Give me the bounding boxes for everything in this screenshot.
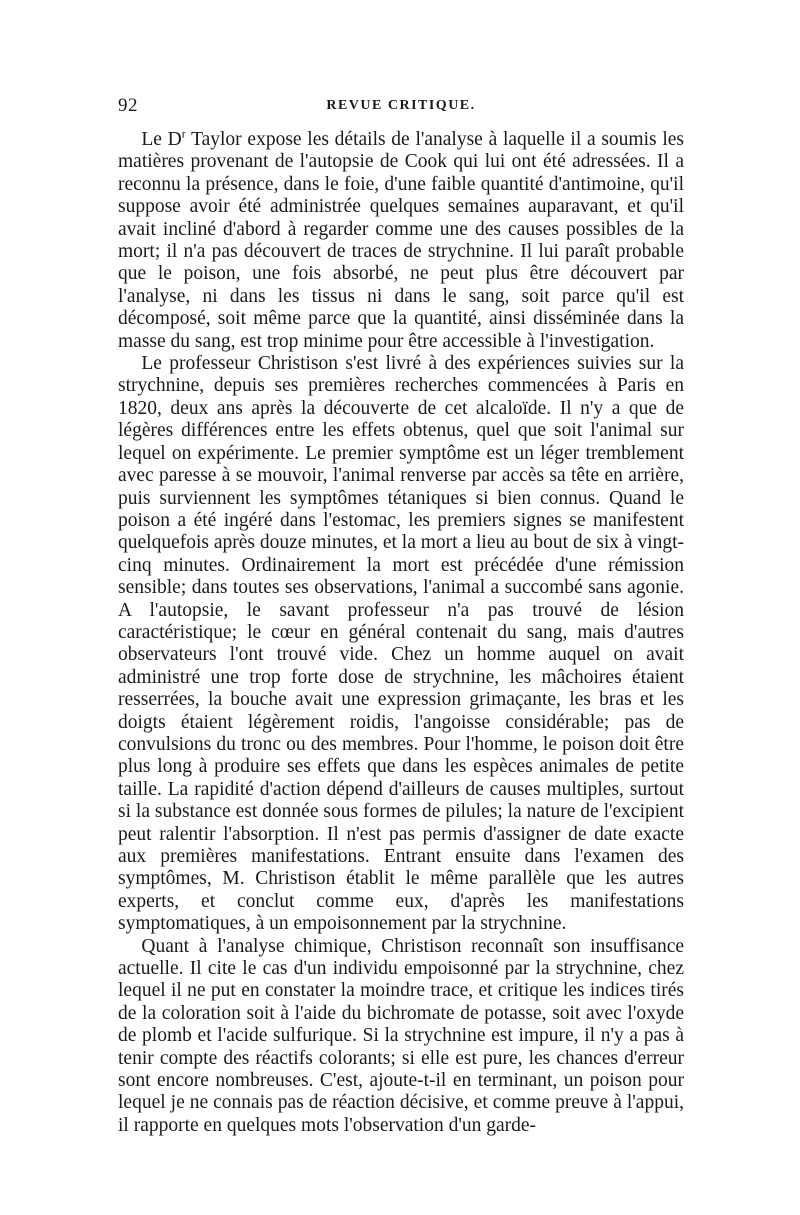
paragraph-chemical-analysis: Quant à l'analyse chimique, Christison reconnaît son insuffisance actuelle. Il cite le cas d'un individu empoisonné par la strychnine, chez lequel il ne put en constater la moindre trace, et critique les indices tirés de la coloration soit à l'aide du bichromate de potasse, soit avec l'oxyde de plomb et l'acide sulfurique. Si la strychnine est impure, il n'y a pas à tenir compte des réactifs colorants; si elle est pure, les chances d'erreur sont encore nombreuses. C'est, ajoute-t-il en terminant, un poison pour lequel je ne connais pas de réaction décisive, et comme preuve à l'appui, il rapporte en quelques mots l'observation d'un garde- <box>118 935 684 1136</box>
paragraph-taylor <box>118 129 684 353</box>
body-text <box>118 129 684 1137</box>
paragraph-text: Le D <box>141 129 182 150</box>
paragraph-christison-experiments: Le professeur Christison s'est livré à des expériences suivies sur la strychnine, depuis ses premières recherches commencées à Paris en 1820, deux ans après la découverte de cet alcaloïde. Il n'y a que de légères différences entre les effets obtenus, quel que soit l'animal sur lequel on expérimente. Le premier symptôme est un léger tremblement avec paresse à se mouvoir, l'animal renverse par accès sa tête en arrière, puis surviennent les symptômes tétaniques si bien connus. Quand le poison a été ingéré dans l'estomac, les premiers signes se manifestent quelquefois après douze minutes, et la mort a lieu au bout de six à vingt-cinq minutes. Ordinairement la mort est précédée d'une rémission sensible; dans toutes ses observations, l'animal a succombé sans agonie. A l'autopsie, le savant professeur n'a pas trouvé de lésion caractéristique; le cœur en général contenait du sang, mais d'autres observateurs l'ont trouvé vide. Chez un homme auquel on avait administré une trop forte dose de strychnine, les mâchoires étaient resserrées, la bouche avait une expression grimaçante, les bras et les doigts étaient légèrement roidis, l'angoisse considérable; pas de convulsions du tronc ou des membres. Pour l'homme, le poison doit être plus long à produire ses effets que dans les espèces animales de petite taille. La rapidité d'action dépend d'ailleurs de causes multiples, surtout si la substance est donnée sous formes de pilules; la nature de l'excipient peut ralentir l'absorption. Il n'est pas permis d'assigner de date exacte aux premières manifestations. Entrant ensuite dans l'examen des symptômes, M. Christison établit le même parallèle que les autres experts, et conclut comme eux, d'après les manifestations symptomatiques, à un empoisonnement par la strychnine. <box>118 353 684 935</box>
superscript: r <box>181 127 186 141</box>
page-number: 92 <box>118 95 138 116</box>
running-head <box>118 95 684 125</box>
header-title: REVUE CRITIQUE. <box>326 98 476 113</box>
book-page <box>118 95 684 1137</box>
paragraph-text: Taylor expose les détails de l'analyse à laquelle il a soumis les matières provenant de l'autopsie de Cook qui lui ont été adressées. Il a reconnu la présence, dans le foie, d'une faible quantité d'antimoine, qu'il suppose avoir été administrée quelques semaines auparavant, et qu'il avait incliné d'abord à regarder comme une des causes possibles de la mort; il n'a pas découvert de traces de strychnine. Il lui paraît probable que le poison, une fois absorbé, ne peut plus être découvert par l'analyse, ni dans les tissus ni dans le sang, soit parce qu'il est décomposé, soit même parce que la quantité, ainsi disséminée dans la masse du sang, est trop minime pour être accessible à l'investigation. <box>118 129 684 352</box>
